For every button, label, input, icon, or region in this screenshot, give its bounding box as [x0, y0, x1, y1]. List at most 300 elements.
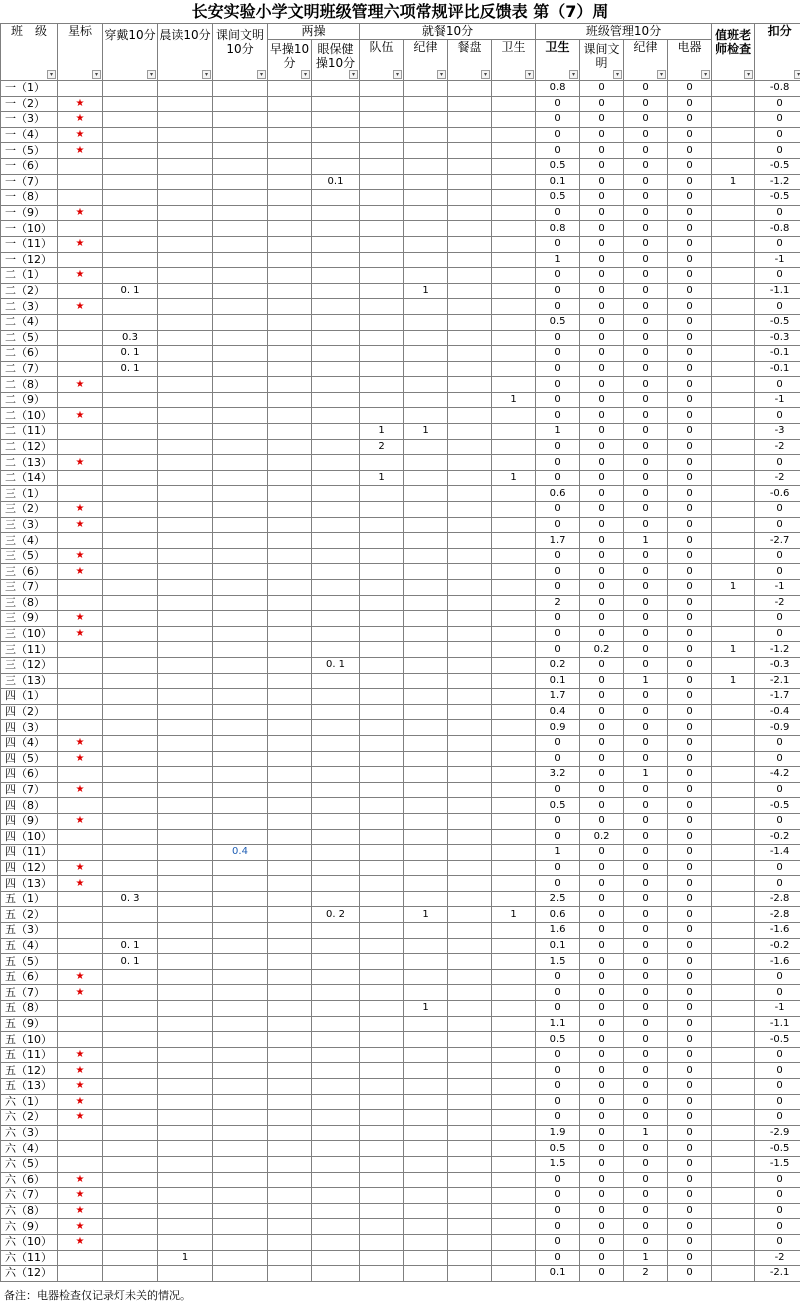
cell-recess[interactable]	[213, 720, 268, 736]
cell-star[interactable]	[58, 346, 103, 362]
cell-class[interactable]: 三（4）	[1, 533, 58, 549]
cell-morning[interactable]	[268, 1156, 312, 1172]
cell-eye[interactable]	[312, 548, 360, 564]
cell-class[interactable]: 六（6）	[1, 1172, 58, 1188]
cell-dining-discipline[interactable]	[404, 642, 448, 658]
cell-teacher-check[interactable]	[712, 439, 755, 455]
cell-class-discipline[interactable]: 0	[624, 798, 668, 814]
cell-class-hygiene[interactable]: 0	[536, 1219, 580, 1235]
cell-dress[interactable]	[103, 673, 158, 689]
cell-class-civility[interactable]: 0	[580, 595, 624, 611]
star-icon[interactable]: ★	[58, 1047, 103, 1063]
cell-class-hygiene[interactable]: 0	[536, 236, 580, 252]
cell-reading[interactable]	[158, 221, 213, 237]
cell-dining-discipline[interactable]	[404, 829, 448, 845]
cell-class-discipline[interactable]: 0	[624, 876, 668, 892]
cell-class-discipline[interactable]: 0	[624, 236, 668, 252]
cell-teacher-check[interactable]	[712, 81, 755, 97]
cell-deduct[interactable]: 0	[755, 377, 800, 393]
cell-teacher-check[interactable]	[712, 1219, 755, 1235]
star-icon[interactable]: ★	[58, 626, 103, 642]
cell-queue[interactable]	[360, 595, 404, 611]
cell-dress[interactable]	[103, 548, 158, 564]
cell-reading[interactable]	[158, 1156, 213, 1172]
cell-reading[interactable]	[158, 346, 213, 362]
cell-reading[interactable]	[158, 190, 213, 206]
cell-class[interactable]: 一（3）	[1, 112, 58, 128]
cell-class-civility[interactable]: 0	[580, 548, 624, 564]
star-icon[interactable]: ★	[58, 1172, 103, 1188]
cell-deduct[interactable]: 0	[755, 876, 800, 892]
cell-appliance[interactable]: 0	[668, 455, 712, 471]
cell-class-discipline[interactable]: 0	[624, 845, 668, 861]
cell-morning[interactable]	[268, 673, 312, 689]
cell-deduct[interactable]: -2.9	[755, 1125, 800, 1141]
cell-dining-discipline[interactable]	[404, 782, 448, 798]
cell-class-hygiene[interactable]: 0.4	[536, 704, 580, 720]
cell-eye[interactable]	[312, 314, 360, 330]
cell-class-hygiene[interactable]: 0.1	[536, 938, 580, 954]
cell-recess[interactable]	[213, 361, 268, 377]
cell-reading[interactable]	[158, 751, 213, 767]
cell-recess[interactable]	[213, 626, 268, 642]
cell-class-civility[interactable]: 0	[580, 689, 624, 705]
cell-class-civility[interactable]: 0	[580, 611, 624, 627]
cell-plate[interactable]	[448, 626, 492, 642]
cell-class[interactable]: 一（2）	[1, 96, 58, 112]
cell-star[interactable]	[58, 283, 103, 299]
cell-dining-discipline[interactable]	[404, 720, 448, 736]
cell-class-civility[interactable]: 0	[580, 221, 624, 237]
cell-dining-discipline[interactable]	[404, 845, 448, 861]
cell-morning[interactable]	[268, 1001, 312, 1017]
cell-class-civility[interactable]: 0	[580, 798, 624, 814]
cell-appliance[interactable]: 0	[668, 1203, 712, 1219]
cell-class-civility[interactable]: 0	[580, 439, 624, 455]
cell-deduct[interactable]: -0.1	[755, 346, 800, 362]
star-icon[interactable]: ★	[58, 548, 103, 564]
cell-dress[interactable]: 0. 1	[103, 361, 158, 377]
cell-dress[interactable]	[103, 1079, 158, 1095]
cell-dress[interactable]	[103, 564, 158, 580]
cell-dress[interactable]	[103, 205, 158, 221]
cell-dining-hygiene[interactable]	[492, 767, 536, 783]
cell-dining-discipline[interactable]	[404, 595, 448, 611]
cell-dining-discipline[interactable]	[404, 174, 448, 190]
cell-dining-hygiene[interactable]	[492, 236, 536, 252]
cell-class-hygiene[interactable]: 0	[536, 470, 580, 486]
cell-eye[interactable]	[312, 611, 360, 627]
cell-recess[interactable]	[213, 1047, 268, 1063]
cell-recess[interactable]	[213, 611, 268, 627]
cell-dining-discipline[interactable]	[404, 954, 448, 970]
star-icon[interactable]: ★	[58, 455, 103, 471]
cell-morning[interactable]	[268, 502, 312, 518]
cell-appliance[interactable]: 0	[668, 236, 712, 252]
cell-morning[interactable]	[268, 907, 312, 923]
cell-teacher-check[interactable]	[712, 112, 755, 128]
cell-queue[interactable]	[360, 782, 404, 798]
cell-class-discipline[interactable]: 0	[624, 1141, 668, 1157]
filter-dropdown-icon[interactable]: ▾	[47, 70, 56, 79]
cell-class[interactable]: 四（3）	[1, 720, 58, 736]
cell-queue[interactable]	[360, 720, 404, 736]
cell-class-hygiene[interactable]: 0	[536, 143, 580, 159]
cell-queue[interactable]	[360, 112, 404, 128]
cell-eye[interactable]	[312, 158, 360, 174]
cell-class[interactable]: 四（7）	[1, 782, 58, 798]
cell-eye[interactable]	[312, 112, 360, 128]
cell-class[interactable]: 三（6）	[1, 564, 58, 580]
cell-queue[interactable]	[360, 1094, 404, 1110]
cell-morning[interactable]	[268, 533, 312, 549]
filter-dropdown-icon[interactable]: ▾	[701, 70, 710, 79]
cell-eye[interactable]	[312, 205, 360, 221]
cell-class-discipline[interactable]: 0	[624, 1203, 668, 1219]
cell-class-civility[interactable]: 0	[580, 1110, 624, 1126]
cell-dining-hygiene[interactable]	[492, 502, 536, 518]
cell-dress[interactable]	[103, 813, 158, 829]
cell-plate[interactable]	[448, 299, 492, 315]
cell-class[interactable]: 四（13）	[1, 876, 58, 892]
filter-dropdown-icon[interactable]: ▾	[301, 70, 310, 79]
cell-class-civility[interactable]: 0	[580, 1079, 624, 1095]
cell-reading[interactable]	[158, 127, 213, 143]
cell-recess[interactable]	[213, 954, 268, 970]
cell-recess[interactable]	[213, 408, 268, 424]
cell-class[interactable]: 五（12）	[1, 1063, 58, 1079]
cell-eye[interactable]	[312, 408, 360, 424]
cell-dress[interactable]	[103, 798, 158, 814]
cell-recess[interactable]	[213, 704, 268, 720]
cell-class[interactable]: 三（11）	[1, 642, 58, 658]
cell-reading[interactable]	[158, 1203, 213, 1219]
cell-class[interactable]: 六（8）	[1, 1203, 58, 1219]
cell-star[interactable]	[58, 190, 103, 206]
cell-dining-hygiene[interactable]	[492, 657, 536, 673]
cell-class[interactable]: 六（10）	[1, 1234, 58, 1250]
cell-class-discipline[interactable]: 0	[624, 1110, 668, 1126]
cell-class[interactable]: 六（3）	[1, 1125, 58, 1141]
cell-teacher-check[interactable]	[712, 1032, 755, 1048]
cell-queue[interactable]	[360, 985, 404, 1001]
cell-class[interactable]: 三（10）	[1, 626, 58, 642]
cell-reading[interactable]	[158, 798, 213, 814]
cell-deduct[interactable]: -2.8	[755, 891, 800, 907]
cell-dress[interactable]	[103, 782, 158, 798]
cell-eye[interactable]	[312, 1125, 360, 1141]
cell-queue[interactable]: 2	[360, 439, 404, 455]
cell-dining-discipline[interactable]	[404, 533, 448, 549]
cell-deduct[interactable]: 0	[755, 1188, 800, 1204]
cell-teacher-check[interactable]	[712, 1047, 755, 1063]
cell-star[interactable]	[58, 657, 103, 673]
cell-dining-discipline[interactable]	[404, 470, 448, 486]
star-icon[interactable]: ★	[58, 112, 103, 128]
cell-dining-hygiene[interactable]	[492, 689, 536, 705]
cell-reading[interactable]	[158, 1110, 213, 1126]
cell-class[interactable]: 一（5）	[1, 143, 58, 159]
cell-morning[interactable]	[268, 439, 312, 455]
cell-class-civility[interactable]: 0	[580, 470, 624, 486]
cell-teacher-check[interactable]	[712, 1079, 755, 1095]
cell-dress[interactable]	[103, 704, 158, 720]
cell-class-discipline[interactable]: 0	[624, 735, 668, 751]
filter-dropdown-icon[interactable]: ▾	[794, 70, 800, 79]
cell-dining-discipline[interactable]	[404, 923, 448, 939]
cell-teacher-check[interactable]	[712, 923, 755, 939]
cell-morning[interactable]	[268, 735, 312, 751]
cell-dining-hygiene[interactable]	[492, 112, 536, 128]
cell-class-civility[interactable]: 0	[580, 190, 624, 206]
cell-dining-discipline[interactable]	[404, 330, 448, 346]
cell-class-hygiene[interactable]: 0.9	[536, 720, 580, 736]
cell-appliance[interactable]: 0	[668, 486, 712, 502]
cell-dining-discipline[interactable]	[404, 236, 448, 252]
filter-dropdown-icon[interactable]: ▾	[525, 70, 534, 79]
cell-morning[interactable]	[268, 595, 312, 611]
cell-morning[interactable]	[268, 236, 312, 252]
cell-deduct[interactable]: -4.2	[755, 767, 800, 783]
cell-class[interactable]: 二（12）	[1, 439, 58, 455]
cell-plate[interactable]	[448, 1032, 492, 1048]
cell-dress[interactable]	[103, 1094, 158, 1110]
cell-dining-hygiene[interactable]	[492, 424, 536, 440]
cell-appliance[interactable]: 0	[668, 1110, 712, 1126]
cell-plate[interactable]	[448, 876, 492, 892]
cell-reading[interactable]	[158, 268, 213, 284]
cell-dining-discipline[interactable]	[404, 1047, 448, 1063]
cell-plate[interactable]	[448, 720, 492, 736]
cell-reading[interactable]	[158, 143, 213, 159]
cell-reading[interactable]	[158, 907, 213, 923]
cell-dress[interactable]	[103, 1188, 158, 1204]
cell-morning[interactable]	[268, 377, 312, 393]
cell-dining-discipline[interactable]	[404, 1172, 448, 1188]
cell-dining-discipline[interactable]	[404, 938, 448, 954]
cell-dress[interactable]	[103, 424, 158, 440]
star-icon[interactable]: ★	[58, 143, 103, 159]
cell-dress[interactable]	[103, 1016, 158, 1032]
cell-recess[interactable]	[213, 346, 268, 362]
cell-class-hygiene[interactable]: 0.8	[536, 221, 580, 237]
cell-recess[interactable]: 0.4	[213, 845, 268, 861]
cell-dining-hygiene[interactable]	[492, 143, 536, 159]
cell-reading[interactable]	[158, 424, 213, 440]
cell-eye[interactable]	[312, 673, 360, 689]
cell-queue[interactable]	[360, 330, 404, 346]
cell-eye[interactable]	[312, 346, 360, 362]
cell-dining-discipline[interactable]	[404, 346, 448, 362]
cell-dining-discipline[interactable]	[404, 548, 448, 564]
cell-appliance[interactable]: 0	[668, 346, 712, 362]
cell-dining-discipline[interactable]	[404, 611, 448, 627]
cell-appliance[interactable]: 0	[668, 502, 712, 518]
cell-dress[interactable]	[103, 1110, 158, 1126]
filter-dropdown-icon[interactable]: ▾	[613, 70, 622, 79]
cell-class-discipline[interactable]: 0	[624, 268, 668, 284]
cell-morning[interactable]	[268, 1203, 312, 1219]
cell-queue[interactable]	[360, 221, 404, 237]
cell-class-hygiene[interactable]: 0	[536, 626, 580, 642]
cell-class-civility[interactable]: 0	[580, 1219, 624, 1235]
cell-morning[interactable]	[268, 455, 312, 471]
cell-eye[interactable]	[312, 704, 360, 720]
cell-class-discipline[interactable]: 0	[624, 283, 668, 299]
cell-plate[interactable]	[448, 283, 492, 299]
cell-queue[interactable]	[360, 1016, 404, 1032]
cell-class-civility[interactable]: 0.2	[580, 642, 624, 658]
cell-dining-discipline[interactable]	[404, 735, 448, 751]
cell-class-civility[interactable]: 0	[580, 876, 624, 892]
cell-class-hygiene[interactable]: 0	[536, 1234, 580, 1250]
cell-queue[interactable]	[360, 1172, 404, 1188]
cell-deduct[interactable]: 0	[755, 860, 800, 876]
cell-class-civility[interactable]: 0	[580, 1063, 624, 1079]
cell-class-hygiene[interactable]: 0	[536, 455, 580, 471]
cell-deduct[interactable]: -0.9	[755, 720, 800, 736]
cell-deduct[interactable]: 0	[755, 1047, 800, 1063]
cell-deduct[interactable]: -1	[755, 580, 800, 596]
cell-eye[interactable]: 0.1	[312, 174, 360, 190]
cell-class-civility[interactable]: 0	[580, 704, 624, 720]
cell-class-discipline[interactable]: 0	[624, 1032, 668, 1048]
cell-class-hygiene[interactable]: 0	[536, 205, 580, 221]
cell-deduct[interactable]: -0.5	[755, 190, 800, 206]
cell-dining-discipline[interactable]	[404, 580, 448, 596]
cell-appliance[interactable]: 0	[668, 424, 712, 440]
cell-appliance[interactable]: 0	[668, 1141, 712, 1157]
cell-appliance[interactable]: 0	[668, 361, 712, 377]
cell-recess[interactable]	[213, 1141, 268, 1157]
filter-dropdown-icon[interactable]: ▾	[147, 70, 156, 79]
cell-queue[interactable]	[360, 829, 404, 845]
cell-class-hygiene[interactable]: 0	[536, 112, 580, 128]
cell-star[interactable]	[58, 361, 103, 377]
cell-appliance[interactable]: 0	[668, 174, 712, 190]
cell-reading[interactable]	[158, 876, 213, 892]
star-icon[interactable]: ★	[58, 502, 103, 518]
cell-reading[interactable]	[158, 564, 213, 580]
cell-appliance[interactable]: 0	[668, 96, 712, 112]
cell-queue[interactable]	[360, 1219, 404, 1235]
cell-deduct[interactable]: 0	[755, 517, 800, 533]
cell-dining-hygiene[interactable]	[492, 314, 536, 330]
cell-eye[interactable]	[312, 127, 360, 143]
cell-class-civility[interactable]: 0	[580, 127, 624, 143]
cell-class-hygiene[interactable]: 0	[536, 96, 580, 112]
cell-morning[interactable]	[268, 1172, 312, 1188]
cell-star[interactable]	[58, 891, 103, 907]
cell-reading[interactable]	[158, 657, 213, 673]
cell-class-discipline[interactable]: 0	[624, 891, 668, 907]
cell-star[interactable]	[58, 1156, 103, 1172]
cell-dress[interactable]: 0. 1	[103, 954, 158, 970]
cell-appliance[interactable]: 0	[668, 158, 712, 174]
cell-teacher-check[interactable]	[712, 127, 755, 143]
cell-class-hygiene[interactable]: 0.5	[536, 1032, 580, 1048]
cell-plate[interactable]	[448, 205, 492, 221]
cell-teacher-check[interactable]	[712, 346, 755, 362]
cell-dining-hygiene[interactable]	[492, 486, 536, 502]
cell-appliance[interactable]: 0	[668, 689, 712, 705]
cell-dining-discipline[interactable]	[404, 96, 448, 112]
cell-queue[interactable]	[360, 127, 404, 143]
cell-teacher-check[interactable]	[712, 548, 755, 564]
cell-queue[interactable]	[360, 580, 404, 596]
cell-class[interactable]: 二（6）	[1, 346, 58, 362]
cell-class-hygiene[interactable]: 0	[536, 1250, 580, 1266]
cell-dining-hygiene[interactable]	[492, 252, 536, 268]
cell-class-hygiene[interactable]: 0	[536, 1047, 580, 1063]
cell-deduct[interactable]: 0	[755, 96, 800, 112]
cell-class-hygiene[interactable]: 0	[536, 860, 580, 876]
cell-recess[interactable]	[213, 1234, 268, 1250]
cell-reading[interactable]	[158, 408, 213, 424]
cell-dining-hygiene[interactable]	[492, 361, 536, 377]
cell-morning[interactable]	[268, 626, 312, 642]
cell-reading[interactable]	[158, 112, 213, 128]
cell-recess[interactable]	[213, 938, 268, 954]
cell-class-hygiene[interactable]: 0	[536, 782, 580, 798]
cell-eye[interactable]	[312, 564, 360, 580]
cell-reading[interactable]	[158, 205, 213, 221]
cell-class-hygiene[interactable]: 1.5	[536, 1156, 580, 1172]
cell-dress[interactable]	[103, 1172, 158, 1188]
cell-queue[interactable]	[360, 1063, 404, 1079]
cell-recess[interactable]	[213, 1250, 268, 1266]
cell-reading[interactable]	[158, 1001, 213, 1017]
cell-dining-discipline[interactable]	[404, 252, 448, 268]
cell-morning[interactable]	[268, 1250, 312, 1266]
cell-queue[interactable]	[360, 938, 404, 954]
cell-eye[interactable]	[312, 283, 360, 299]
cell-plate[interactable]	[448, 969, 492, 985]
cell-eye[interactable]	[312, 1156, 360, 1172]
cell-dining-hygiene[interactable]	[492, 1047, 536, 1063]
cell-class-civility[interactable]: 0	[580, 1234, 624, 1250]
cell-plate[interactable]	[448, 1266, 492, 1282]
cell-class-civility[interactable]: 0	[580, 330, 624, 346]
cell-appliance[interactable]: 0	[668, 392, 712, 408]
cell-dining-hygiene[interactable]	[492, 1141, 536, 1157]
cell-recess[interactable]	[213, 205, 268, 221]
cell-eye[interactable]	[312, 595, 360, 611]
cell-recess[interactable]	[213, 673, 268, 689]
cell-dining-discipline[interactable]	[404, 1234, 448, 1250]
cell-class[interactable]: 一（10）	[1, 221, 58, 237]
cell-dress[interactable]	[103, 1047, 158, 1063]
cell-teacher-check[interactable]	[712, 190, 755, 206]
cell-reading[interactable]	[158, 158, 213, 174]
cell-class-civility[interactable]: 0	[580, 580, 624, 596]
cell-recess[interactable]	[213, 81, 268, 97]
cell-deduct[interactable]: -1.1	[755, 1016, 800, 1032]
cell-appliance[interactable]: 0	[668, 626, 712, 642]
cell-reading[interactable]	[158, 735, 213, 751]
cell-star[interactable]	[58, 642, 103, 658]
cell-eye[interactable]	[312, 299, 360, 315]
cell-eye[interactable]	[312, 1110, 360, 1126]
cell-plate[interactable]	[448, 96, 492, 112]
cell-appliance[interactable]: 0	[668, 1156, 712, 1172]
cell-eye[interactable]	[312, 720, 360, 736]
cell-dining-hygiene[interactable]	[492, 1063, 536, 1079]
cell-class-civility[interactable]: 0	[580, 1250, 624, 1266]
cell-class-civility[interactable]: 0	[580, 626, 624, 642]
cell-class-civility[interactable]: 0	[580, 299, 624, 315]
cell-class[interactable]: 四（5）	[1, 751, 58, 767]
